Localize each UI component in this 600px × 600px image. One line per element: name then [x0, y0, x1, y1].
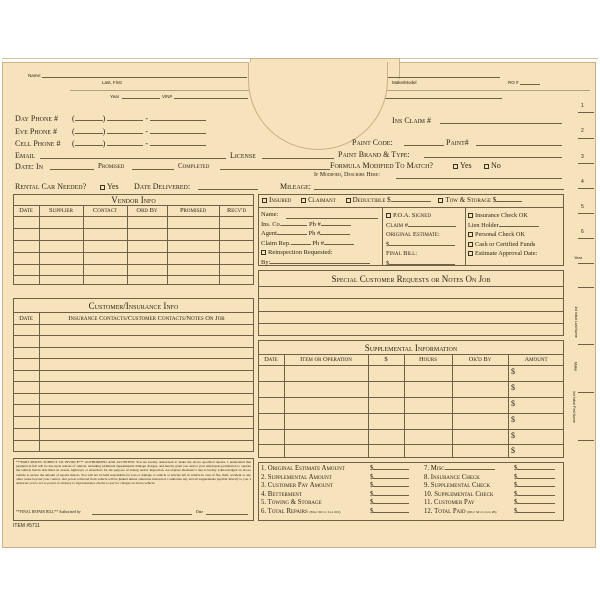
tow-storage-label: Tow & Storage $: [445, 196, 497, 204]
totals-right-dollars: [514, 465, 555, 517]
right-tick: [578, 263, 594, 264]
claim-mid: [386, 211, 456, 268]
supp-amount-dollar: $: [511, 446, 515, 455]
name-label: Name:: [28, 73, 42, 78]
right-label-first: 1st Initial First Name: [571, 391, 576, 423]
total-line-2: 2. Supplemental Amount: [261, 473, 332, 481]
legal-text: ***PART PRICES SUBJECT TO INVOICE*** AUTHORIZED AND ACCEPTED: You are hereby authorized to make the above specified repairs. I understand that payment in full will be due upon release of vehicle, including additional supplemental damage charges, and hereby grant you and/or your employees permission to operate the vehicle herein described on streets, highways or elsewhere for the purpose of testing and/or inspection. An express mechanic's lien is hereby acknowledged on above vehicle to secure the amount of repairs thereto. You will not be held responsible for loss or damage to vehicle or articles left in vehicle in case of fire, theft, accident or any other cause beyond your control. Our power removed from vehicle will be junked unless otherwise instructed. I authorize any and all supplements payable directly to you. I authorize you to act as power of attorney to sign insurance checks to pay for charges on above vehicle.: [16, 460, 251, 486]
totals-right: [424, 465, 496, 517]
special-line: [258, 286, 564, 287]
supp-amount-dollar: $: [511, 431, 515, 440]
supp-col-okd-by: Ok'd By: [468, 356, 492, 363]
formula-label: Formula Modified To Match?: [330, 161, 433, 170]
special-title: Special Customer Requests or Notes On Job: [331, 274, 491, 284]
right-tick: [578, 344, 594, 345]
if-modified-line[interactable]: [396, 178, 562, 179]
promised-label: Promised: [98, 162, 125, 170]
ro-label: RO #: [508, 80, 519, 85]
right-tick: [578, 392, 594, 393]
dollar-sign: $: [370, 490, 374, 498]
vendor-col-line: [219, 205, 220, 285]
final-repair-row: [16, 510, 81, 514]
vendor-row-line: [13, 252, 254, 253]
vendor-col-line: [127, 205, 128, 285]
claim-name-line[interactable]: [286, 218, 378, 219]
paint-num-line[interactable]: [476, 145, 562, 146]
cash-checkbox[interactable]: [468, 240, 539, 250]
cust-row-line: [13, 381, 254, 382]
year-line: [122, 98, 160, 99]
final-date-label: Date: [196, 510, 204, 514]
supp-col-line: [368, 354, 369, 458]
special-line: [258, 298, 564, 299]
totals-left: [261, 465, 345, 517]
supp-row-line: [258, 381, 564, 382]
insured-checkbox[interactable]: [262, 196, 291, 204]
cell-phone-field[interactable]: ( ) -: [72, 139, 206, 148]
date-in-line[interactable]: [50, 169, 94, 170]
final-bill-label: Final Bill:: [386, 250, 418, 257]
poa-label: P.O.A. Signed: [393, 212, 431, 219]
right-label-last: 1st Initial Last Name: [573, 306, 578, 338]
dollar-sign: $: [370, 465, 374, 472]
personal-check-label: Personal Check OK: [475, 231, 526, 238]
deductible-label: Deductible $: [352, 196, 391, 204]
cust-row-line: [13, 428, 254, 429]
total-line-11: 11. Customer Pay: [424, 499, 475, 507]
vin-line: [174, 98, 248, 99]
vendor-col-promised: Promised: [179, 207, 207, 214]
supp-col-hours: Hours: [418, 356, 438, 363]
approval-date-checkbox[interactable]: [468, 249, 539, 259]
dollar-sign: $: [370, 473, 374, 481]
deductible-checkbox[interactable]: [346, 196, 431, 204]
cust-title-line: [13, 312, 254, 313]
supp-amount-dollar: $: [511, 383, 515, 392]
ro-line: [520, 84, 540, 85]
make-model-label: Make/Model: [392, 80, 417, 85]
right-tick: [578, 138, 594, 139]
right-num-6: 6: [581, 229, 584, 235]
customer-ins-title: Customer/Insurance Info: [88, 301, 179, 311]
supp-row-line: [258, 397, 564, 398]
date-delivered-label: Date Delivered:: [134, 182, 191, 191]
right-tick: [578, 213, 594, 214]
total-line-3: 3. Customer Pay Amount: [261, 482, 333, 490]
last-first-label: Last, First: [102, 80, 122, 85]
total-line-10: 10. Supplemental Check: [424, 490, 494, 498]
formula-yes-label: Yes: [460, 161, 472, 170]
supp-col-dollar: $: [384, 356, 388, 363]
vendor-col-recvd: Recv'd: [226, 207, 247, 214]
vin-label: VIN#: [162, 94, 173, 99]
supp-row-line: [258, 429, 564, 430]
orig-dollar: $: [386, 240, 390, 248]
right-label-make: Make: [573, 361, 579, 372]
mileage-label: Mileage:: [280, 182, 311, 191]
day-phone-label: Day Phone #: [15, 114, 59, 123]
vendor-col-contact: Contact: [92, 207, 118, 214]
total-line-9: 9. Supplemental Check: [424, 482, 491, 490]
vendor-col-ord-by: Ord By: [136, 207, 158, 214]
total-line-8: 8. Insurance Check: [424, 473, 480, 481]
vendor-title: Vendor Info: [111, 195, 156, 205]
vendor-col-line: [39, 205, 40, 285]
if-modified-label: If Modified, Describe Here:: [314, 172, 380, 178]
eve-phone-label: Eve Phone #: [15, 127, 57, 136]
personal-check-checkbox[interactable]: [468, 230, 539, 240]
vendor-row-line: [13, 228, 254, 229]
rental-yes-label: Yes: [107, 182, 119, 191]
cust-col-date: Date: [19, 315, 33, 322]
cust-col-notes: Insurance Contacts/Customer Contacts/Notes On Job: [68, 315, 225, 322]
dollar-sign: $: [514, 473, 518, 481]
license-label: License: [230, 151, 256, 160]
claimant-checkbox[interactable]: [301, 196, 336, 204]
right-tick: [578, 238, 594, 239]
promised-line[interactable]: [132, 169, 174, 170]
supp-row-line: [258, 444, 564, 445]
right-label-year: Year: [574, 255, 583, 260]
cust-row-line: [13, 324, 254, 325]
total-line-6: 6. Total Repairs: [261, 507, 308, 515]
cust-col-line: [39, 312, 40, 452]
cell-phone-label: Cell Phone #: [15, 139, 61, 148]
dollar-sign: $: [370, 482, 374, 490]
right-num-5: 5: [581, 204, 584, 210]
supp-row-line: [258, 413, 564, 414]
cust-row-line: [13, 416, 254, 417]
supp-col-line: [404, 354, 405, 458]
totals-left-dollars: [370, 465, 409, 517]
total-line-7: 7. Misc: [424, 465, 445, 472]
paint-brand-line[interactable]: [424, 157, 562, 158]
vendor-row-line: [13, 216, 254, 217]
right-num-2: 2: [581, 128, 584, 134]
insured-label: Insured: [269, 196, 292, 204]
dollar-sign: $: [370, 499, 374, 507]
paint-brand-label: Paint Brand & Type:: [338, 150, 410, 159]
claim-name-label: Name:: [261, 211, 279, 218]
vendor-col-line: [167, 205, 168, 285]
claim-bar-line: [258, 207, 564, 208]
authorized-line[interactable]: [92, 514, 192, 515]
supp-col-amount: Amount: [524, 356, 548, 363]
rental-car-label: Rental Car Needed?: [15, 182, 87, 191]
completed-line[interactable]: [220, 169, 330, 170]
final-date-line[interactable]: [206, 514, 248, 515]
total-line-12: 12. Total Paid: [424, 507, 466, 515]
lien-holder-label: Lien Holder: [468, 221, 499, 229]
claim-agent-ph-label: Ph #: [308, 230, 321, 237]
reinspection-label: Reinspection Requested:: [268, 249, 333, 256]
cust-row-line: [13, 335, 254, 336]
ins-claim-line[interactable]: [440, 123, 562, 124]
claimant-label: Claimant: [308, 196, 336, 204]
total-line-5: 5. Towing & Storage: [261, 499, 322, 507]
supp-amount-dollar: $: [511, 367, 515, 376]
reinspection-checkbox[interactable]: [261, 248, 370, 258]
supp-col-line: [508, 354, 509, 458]
supp-amount-dollar: $: [511, 399, 515, 408]
vendor-row-line: [13, 264, 254, 265]
dollar-sign: $: [514, 490, 518, 498]
approval-date-label: Estimate Approval Date:: [475, 250, 538, 257]
formula-no-checkbox[interactable]: [484, 161, 501, 170]
total-line-6-note: (Must Match Line #12): [309, 509, 341, 514]
right-tick: [578, 287, 594, 288]
supp-row-line: [258, 365, 564, 366]
right-tick: [578, 188, 594, 189]
completed-label: Completed: [178, 162, 210, 170]
mileage-line[interactable]: [314, 189, 564, 190]
vendor-row-line: [13, 240, 254, 241]
right-tick: [578, 163, 594, 164]
item-number: ITEM #5711: [13, 523, 40, 529]
supp-title-line: [258, 354, 564, 355]
dollar-sign: $: [514, 482, 518, 490]
cust-row-line: [13, 358, 254, 359]
right-num-1: 1: [581, 103, 584, 109]
dollar-sign: $: [514, 465, 518, 472]
claim-right: [468, 211, 539, 259]
original-estimate-label: Original Estimate:: [386, 231, 440, 238]
supp-col-date: Date: [264, 356, 278, 363]
supp-amount-dollar: $: [511, 415, 515, 424]
supplemental-title: Supplemental Information: [364, 343, 458, 353]
right-num-4: 4: [581, 179, 584, 185]
license-line[interactable]: [262, 158, 334, 159]
vendor-title-line: [13, 205, 254, 206]
name-line: [42, 77, 247, 78]
claim-rep-label: Claim Rep.: [261, 239, 291, 247]
right-tick: [578, 112, 594, 113]
date-delivered-line[interactable]: [198, 189, 258, 190]
insurance-check-label: Insurance Check OK: [475, 212, 528, 219]
cust-row-line: [13, 347, 254, 348]
year-label: Year: [110, 94, 120, 99]
claim-agent-label: Agent: [261, 230, 277, 237]
supp-col-line: [284, 354, 285, 458]
right-tick: [578, 440, 594, 441]
insurance-check-checkbox[interactable]: [468, 211, 539, 221]
dollar-sign: $: [514, 507, 518, 515]
special-line: [258, 311, 564, 312]
claim-num-label: Claim #: [386, 221, 408, 229]
vendor-col-line: [83, 205, 84, 285]
cust-row-line: [13, 393, 254, 394]
vendor-col-date: Date: [19, 207, 33, 214]
dollar-sign: $: [370, 507, 374, 515]
total-line-12-note: (Must Match Line #6): [467, 509, 497, 514]
final-dollar: $: [386, 259, 390, 267]
claim-divider: [465, 207, 466, 266]
poa-checkbox[interactable]: [386, 211, 456, 221]
paint-num-label: Paint#: [446, 138, 469, 147]
supp-col-line: [452, 354, 453, 458]
right-num-3: 3: [581, 154, 584, 160]
date-in-label: Date: In: [15, 162, 43, 171]
claim-type-bar: [262, 196, 522, 204]
day-phone-field[interactable]: ( ) -: [72, 114, 206, 123]
dollar-sign: $: [514, 499, 518, 507]
total-line-1: 1. Original Estimate Amount: [261, 465, 345, 472]
supp-col-item: Item or Operation: [300, 356, 352, 363]
cash-label: Cash or Certified Funds: [475, 240, 536, 248]
cust-row-line: [13, 404, 254, 405]
formula-yes-checkbox[interactable]: [453, 161, 472, 170]
tow-storage-checkbox[interactable]: [438, 196, 522, 204]
email-line[interactable]: [40, 158, 226, 159]
cust-row-line: [13, 440, 254, 441]
vendor-col-supplier: Supplier: [49, 207, 73, 214]
special-line: [258, 323, 564, 324]
claim-ins-co-label: Ins. Co.: [261, 220, 282, 228]
paint-code-label: Paint Code:: [352, 138, 393, 147]
claim-ins-ph-label: Ph #: [309, 220, 321, 228]
claim-rep-ph-label: Ph #: [312, 239, 324, 247]
final-repair-label: **FINAL REPAIR BILL** Authorized by: [16, 510, 81, 514]
claim-divider: [382, 207, 383, 266]
email-label: Email: [15, 151, 36, 160]
paint-code-line[interactable]: [404, 145, 444, 146]
eve-phone-field[interactable]: ( ) -: [72, 127, 206, 136]
by-label: By:: [261, 258, 271, 266]
rental-yes-checkbox[interactable]: [100, 182, 119, 191]
ins-claim-label: Ins Claim #: [392, 116, 432, 125]
formula-no-label: No: [491, 161, 501, 170]
total-line-4: 4. Betterment: [261, 490, 303, 498]
vendor-row-line: [13, 275, 254, 276]
cust-row-line: [13, 370, 254, 371]
